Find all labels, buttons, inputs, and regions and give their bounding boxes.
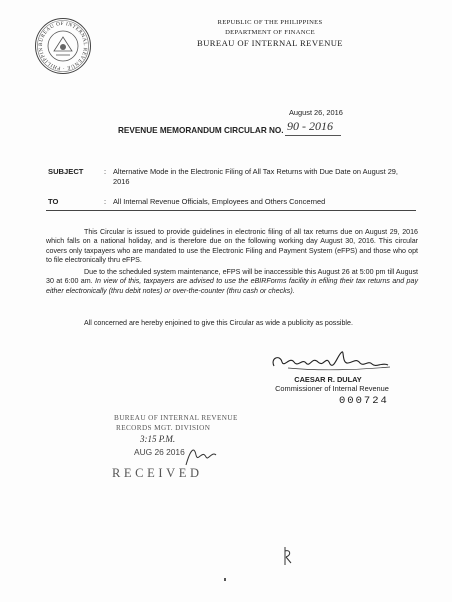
header-divider <box>46 210 416 211</box>
control-number: 000724 <box>339 395 389 407</box>
circular-number-underline <box>285 135 341 136</box>
to-label: TO <box>48 197 59 206</box>
document-date: August 26, 2016 <box>289 108 343 117</box>
handwritten-signature <box>268 348 398 374</box>
signatory-name: CAESAR R. DULAY <box>294 375 362 384</box>
body-paragraph-2-plain: Due to the scheduled system maintenance, eFPS will be inaccessible this August 26 at 5:00 pm till August 30 at 6:00 am. <box>46 268 418 286</box>
stamp-time: 3:15 P.M. <box>140 434 176 444</box>
letterhead-bureau: BUREAU OF INTERNAL REVENUE <box>197 38 343 48</box>
letterhead-department: DEPARTMENT OF FINANCE <box>225 29 315 36</box>
received-stamp <box>108 411 238 499</box>
letterhead-republic: REPUBLIC OF THE PHILIPPINES <box>217 19 323 26</box>
seal-text: BUREAU OF INTERNAL REVENUE · PHILIPPIN <box>37 20 89 72</box>
circular-title: REVENUE MEMORANDUM CIRCULAR NO. <box>118 126 284 135</box>
circular-number: 90 - 2016 <box>287 119 333 133</box>
subject-label: SUBJECT <box>48 167 84 176</box>
bir-seal-icon <box>34 17 92 75</box>
stamp-bureau: BUREAU OF INTERNAL REVENUE <box>114 414 238 422</box>
svg-text:BUREAU OF INTERNAL REVENUE · P <box>34 17 88 71</box>
body-paragraph-1: This Circular is issued to provide guidelines in electronic filing of all tax returns due on August 29, 2016 which falls on a national holiday, and is therefore due on the following working day August 30, 2016. This circular covers only taxpayers who are mandated to use the Electronic Filing and Payment System (eFPS) and those who opt to file electronically thru eFPS. <box>46 228 418 264</box>
stamp-division: RECORDS MGT. DIVISION <box>116 424 211 432</box>
subject-colon: : <box>104 167 107 176</box>
stamp-date: AUG 26 2016 <box>134 447 185 457</box>
body-paragraph-2-italic: In view of this, taxpayers are advised to use the eBIRForms facility in efiling their tax returns and pay either electronically (thru debit notes) or over-the-counter (thru cash or checks). <box>46 277 418 295</box>
stray-mark <box>224 578 226 581</box>
signatory-title: Commissioner of Internal Revenue <box>275 384 389 393</box>
subject-text: Alternative Mode in the Electronic Filing of All Tax Returns with Due Date on August 29, 2016 <box>113 167 398 186</box>
to-text: All Internal Revenue Officials, Employees and Others Concerned <box>113 197 326 206</box>
body-paragraph-3: All concerned are hereby enjoined to give this Circular as wide a publicity as possible. <box>84 319 353 327</box>
to-colon: : <box>104 197 107 206</box>
body-paragraph-2 <box>46 268 418 296</box>
initial-mark <box>282 545 294 567</box>
stamp-received: RECEIVED <box>112 466 203 480</box>
